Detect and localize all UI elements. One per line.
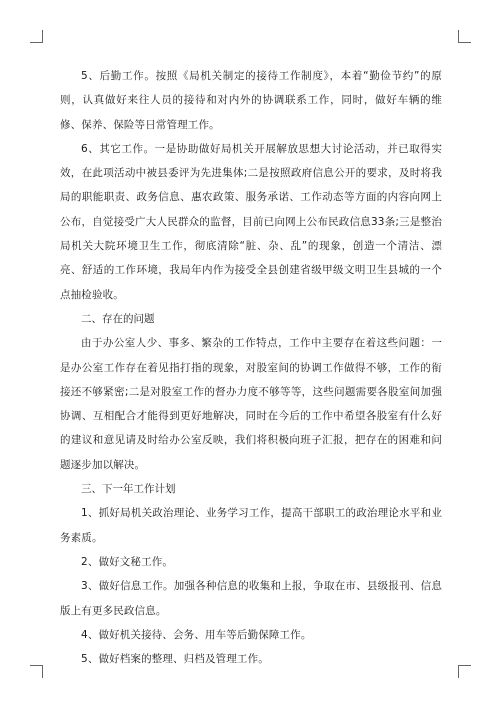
heading-existing-problems: 二、存在的问题 [81,312,155,325]
crop-mark-top-right [458,30,471,43]
paragraph-other-work: 6、其它工作。一是协助做好局机关开展解放思想大讨论活动，并已取得实效，在此项活动中被县委评为先进集体;二是按照政府信息公开的要求，及时将我局的职能职责、政务信息、惠农政策、服务承诺、工作动态等方面的内容向网上公布，自觉接受广大人民群众的监督，目前已向网上公布民政信息33条;三是整治局机关大院环境卫生工作，彻底清除“脏、杂、乱”的现象，创造一个清洁、漂亮、舒适的工作环境，我局年内作为接受全县创建省级甲级文明卫生县城的一个点抽检验收。 [60,142,442,301]
paragraph-problems: 由于办公室人少、事多、繁杂的工作特点，工作中主要存在着这些问题：一是办公室工作存在着见指打指的现象，对股室间的协调工作做得不够，工作的衔接还不够紧密;二是对股室工作的督办力度不够等等，这些问题需要各股室间加强协调、互相配合才能得到更好地解决，同时在今后的工作中希望各股室有什么好的建议和意见请及时给办公室反映，我们将积极向班子汇报，把存在的困难和问题逐步加以解决。 [60,337,442,471]
plan-item-4: 4、做好机关接待、会务、用车等后勤保障工作。 [81,628,312,641]
heading-next-year-plan: 三、下一年工作计划 [81,483,176,496]
crop-mark-top-left [30,30,43,43]
crop-mark-bottom-left [30,665,43,678]
plan-item-2: 2、做好文秘工作。 [81,555,174,568]
plan-item-5: 5、做好档案的整理、归档及管理工作。 [81,653,269,666]
document-body [60,64,442,671]
crop-mark-bottom-right [458,665,471,678]
plan-item-1: 1、抓好局机关政治理论、业务学习工作，提高干部职工的政治理论水平和业务素质。 [60,507,442,544]
plan-item-3: 3、做好信息工作。加强各种信息的收集和上报，争取在市、县级报刊、信息版上有更多民政信息。 [60,580,442,617]
paragraph-logistics: 5、后勤工作。按照《局机关制定的接待工作制度》，本着“勤俭节约”的原则，认真做好来往人员的接待和对内外的协调联系工作，同时，做好车辆的维修、保养、保险等日常管理工作。 [60,70,442,131]
